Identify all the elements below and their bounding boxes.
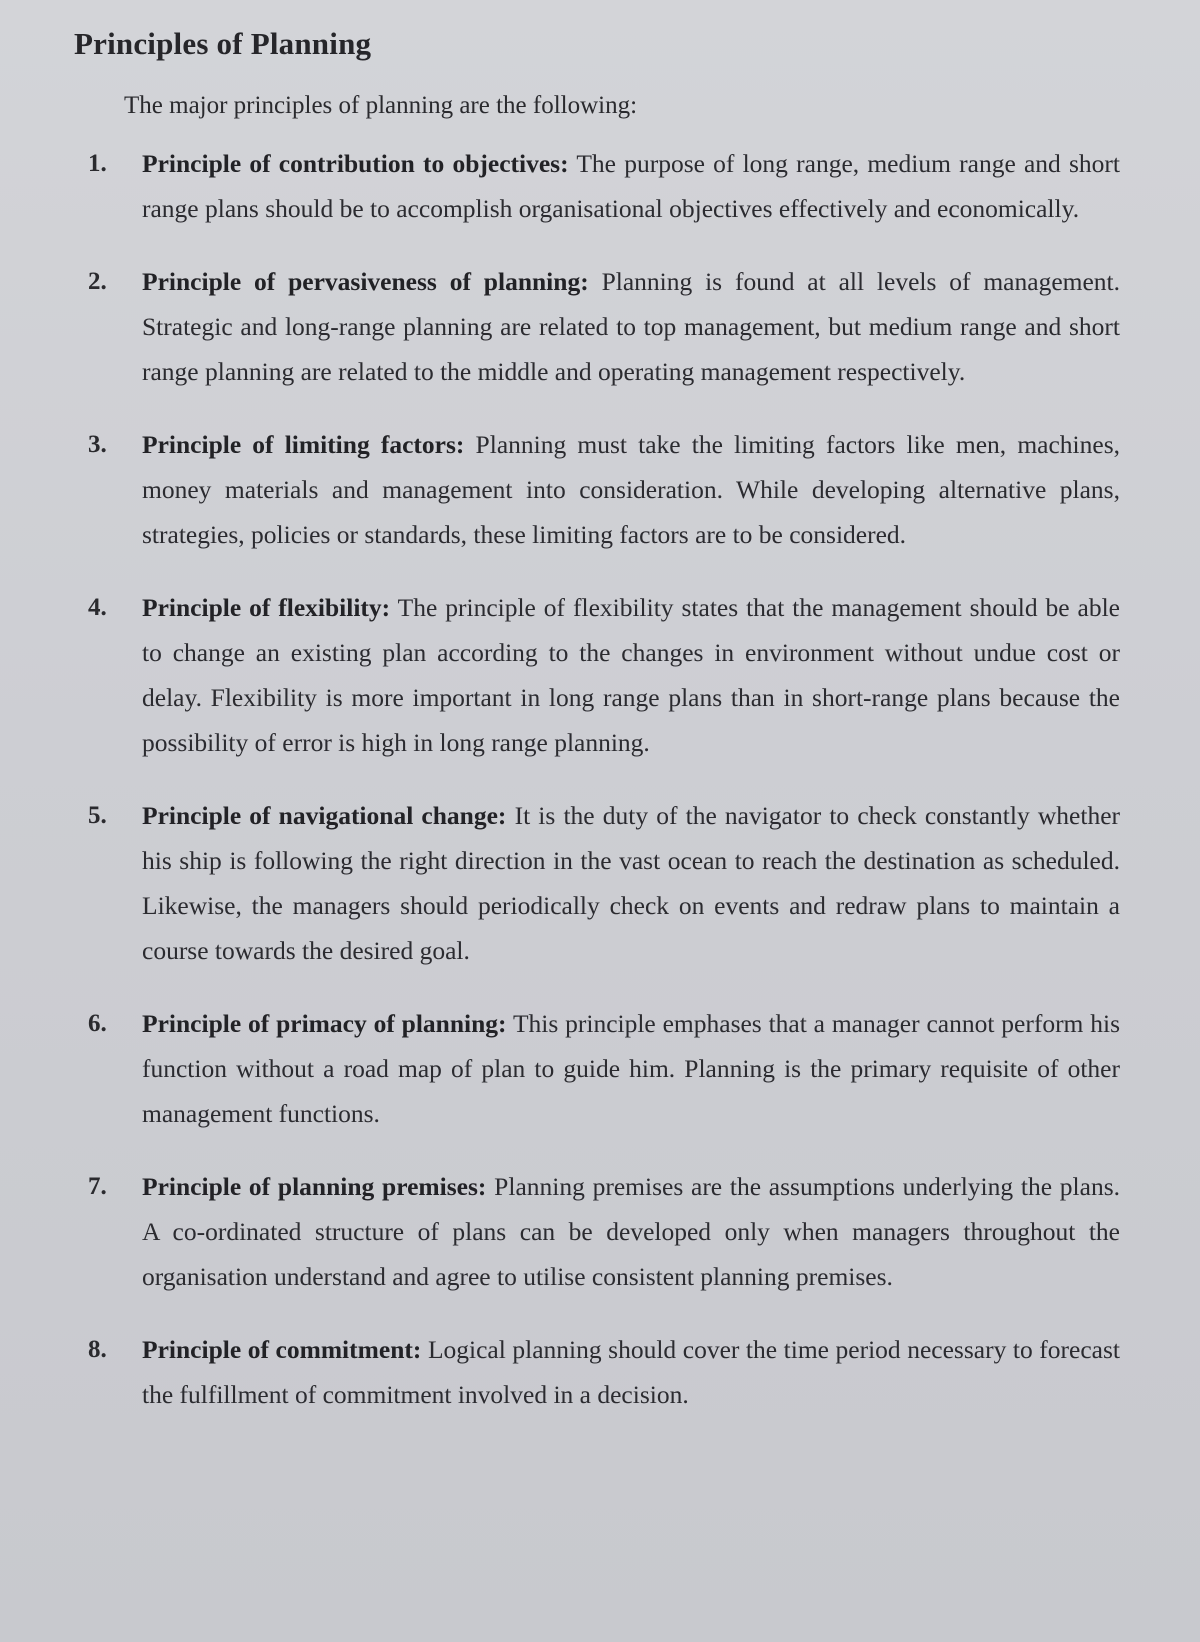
item-number: 2.	[88, 267, 107, 295]
item-text: Planning premises are the assumptions underlying the plans. A co-ordinated structure of plans can be developed only when managers throughout the organisation understand and agree to utilise consistent planning premises.	[142, 1171, 1120, 1291]
list-item	[88, 585, 1120, 765]
item-term: Principle of navigational change:	[142, 800, 507, 830]
item-number: 4.	[88, 593, 107, 621]
item-number: 5.	[88, 801, 107, 829]
item-body	[142, 585, 1120, 765]
item-number: 8.	[88, 1335, 107, 1363]
list-item	[88, 422, 1120, 557]
item-text: This principle emphases that a manager cannot perform his function without a road map of plan to guide him. Planning is the primary requisite of other management functions.	[142, 1008, 1120, 1128]
item-number: 6.	[88, 1009, 107, 1037]
item-body	[142, 422, 1120, 557]
item-text: It is the duty of the navigator to check constantly whether his ship is following the right direction in the vast ocean to reach the destination as scheduled. Likewise, the managers should periodically check on events and redraw plans to maintain a course towards the desired goal.	[142, 800, 1121, 965]
item-text: The principle of flexibility states that the management should be able to change an existing plan according to the changes in environment without undue cost or delay. Flexibility is more important in long range plans than in short-range plans because the possibility of error is high in long range planning.	[142, 592, 1120, 757]
item-term: Principle of planning premises:	[142, 1171, 487, 1201]
item-text: Logical planning should cover the time period necessary to forecast the fulfillment of commitment involved in a decision.	[142, 1334, 1120, 1409]
list-item	[88, 1001, 1120, 1136]
intro-paragraph: The major principles of planning are the following:	[124, 92, 638, 119]
principles-list	[88, 141, 1120, 1417]
item-number: 1.	[88, 149, 107, 177]
item-text: The purpose of long range, medium range and short range plans should be to accomplish organisational objectives effectively and economically.	[142, 148, 1120, 223]
page-title: Principles of Planning	[74, 26, 372, 61]
list-item	[88, 793, 1120, 973]
item-term: Principle of contribution to objectives:	[142, 148, 569, 178]
list-item	[88, 1327, 1120, 1417]
item-body	[142, 793, 1120, 973]
list-item	[88, 1164, 1120, 1299]
item-term: Principle of limiting factors:	[142, 429, 465, 459]
item-term: Principle of primacy of planning:	[142, 1008, 507, 1038]
item-body	[142, 259, 1120, 394]
item-number: 3.	[88, 430, 107, 458]
list-item	[88, 141, 1120, 231]
item-body	[142, 1164, 1120, 1299]
item-term: Principle of pervasiveness of planning:	[142, 266, 589, 296]
item-number: 7.	[88, 1172, 107, 1200]
list-item	[88, 259, 1120, 394]
item-text: Planning is found at all levels of management. Strategic and long-range planning are related to top management, but medium range and short range planning are related to the middle and operating management respectively.	[142, 266, 1121, 386]
item-term: Principle of commitment:	[142, 1334, 422, 1364]
item-text: Planning must take the limiting factors like men, machines, money materials and management into consideration. While developing alternative plans, strategies, policies or standards, these limiting factors are to be considered.	[142, 429, 1120, 549]
item-body	[142, 1001, 1120, 1136]
item-term: Principle of flexibility:	[142, 592, 391, 622]
item-body	[142, 141, 1120, 231]
item-body	[142, 1327, 1120, 1417]
